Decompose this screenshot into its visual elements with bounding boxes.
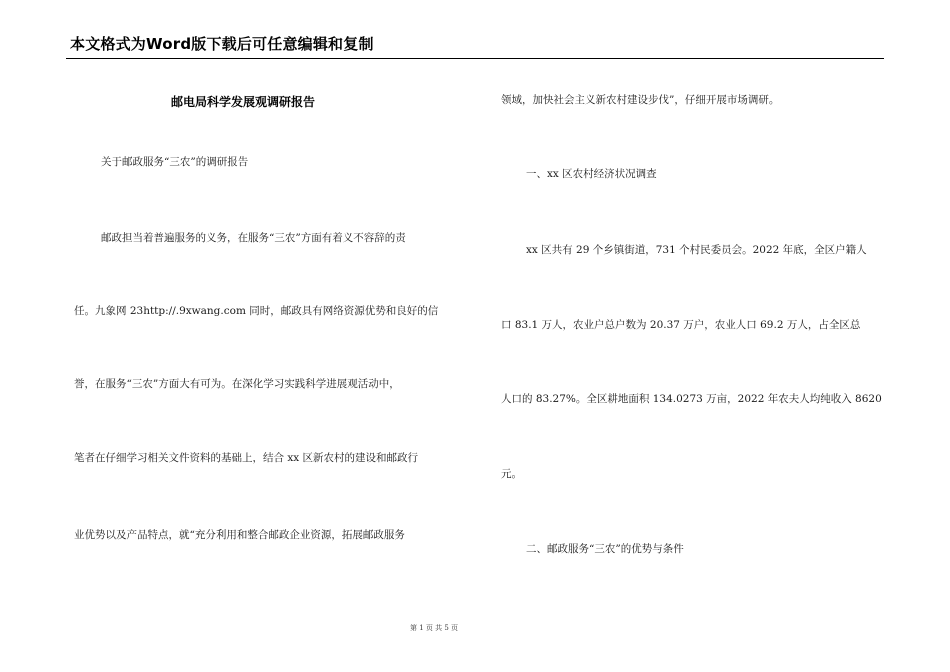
right-line-4: 口 83.1 万人，农业户总户数为 20.37 万户，农业人口 69.2 万人，占全区总 (501, 319, 861, 331)
left-line-5: 笔者在仔细学习相关文件资料的基础上，结合 xx 区新农村的建设和邮政行 (74, 452, 419, 464)
document-title: 邮电局科学发展观调研报告 (171, 95, 316, 109)
section-heading-1: 一、xx 区农村经济状况调查 (526, 168, 657, 180)
left-line-2: 邮政担当着普遍服务的义务，在服务“三农”方面有着义不容辞的责 (101, 232, 406, 244)
right-line-6: 元。 (501, 468, 522, 480)
page-indicator: 第 1 页 共 5 页 (409, 624, 459, 632)
right-line-3: xx 区共有 29 个乡镇街道，731 个村民委员会。2022 年底，全区户籍人 (526, 244, 867, 256)
left-line-6: 业优势以及产品特点，就“充分利用和整合邮政企业资源，拓展邮政服务 (74, 529, 405, 541)
right-line-5: 人口的 83.27%。全区耕地面积 134.0273 万亩，2022 年农夫人均纯收入 8620 (501, 393, 882, 405)
download-banner: 本文格式为Word版下载后可任意编辑和复制 (70, 35, 374, 53)
left-line-1: 关于邮政服务“三农”的调研报告 (101, 156, 249, 168)
section-heading-2: 二、邮政服务“三农”的优势与条件 (526, 543, 684, 555)
header-divider (66, 58, 884, 59)
left-line-4: 誉，在服务“三农”方面大有可为。在深化学习实践科学进展观活动中， (74, 378, 400, 390)
left-line-3: 任。九象网 23http://.9xwang.com 同时，邮政具有网络资源优势和良好的信 (74, 305, 439, 317)
right-line-1: 领域，加快社会主义新农村建设步伐”，仔细开展市场调研。 (501, 94, 780, 106)
